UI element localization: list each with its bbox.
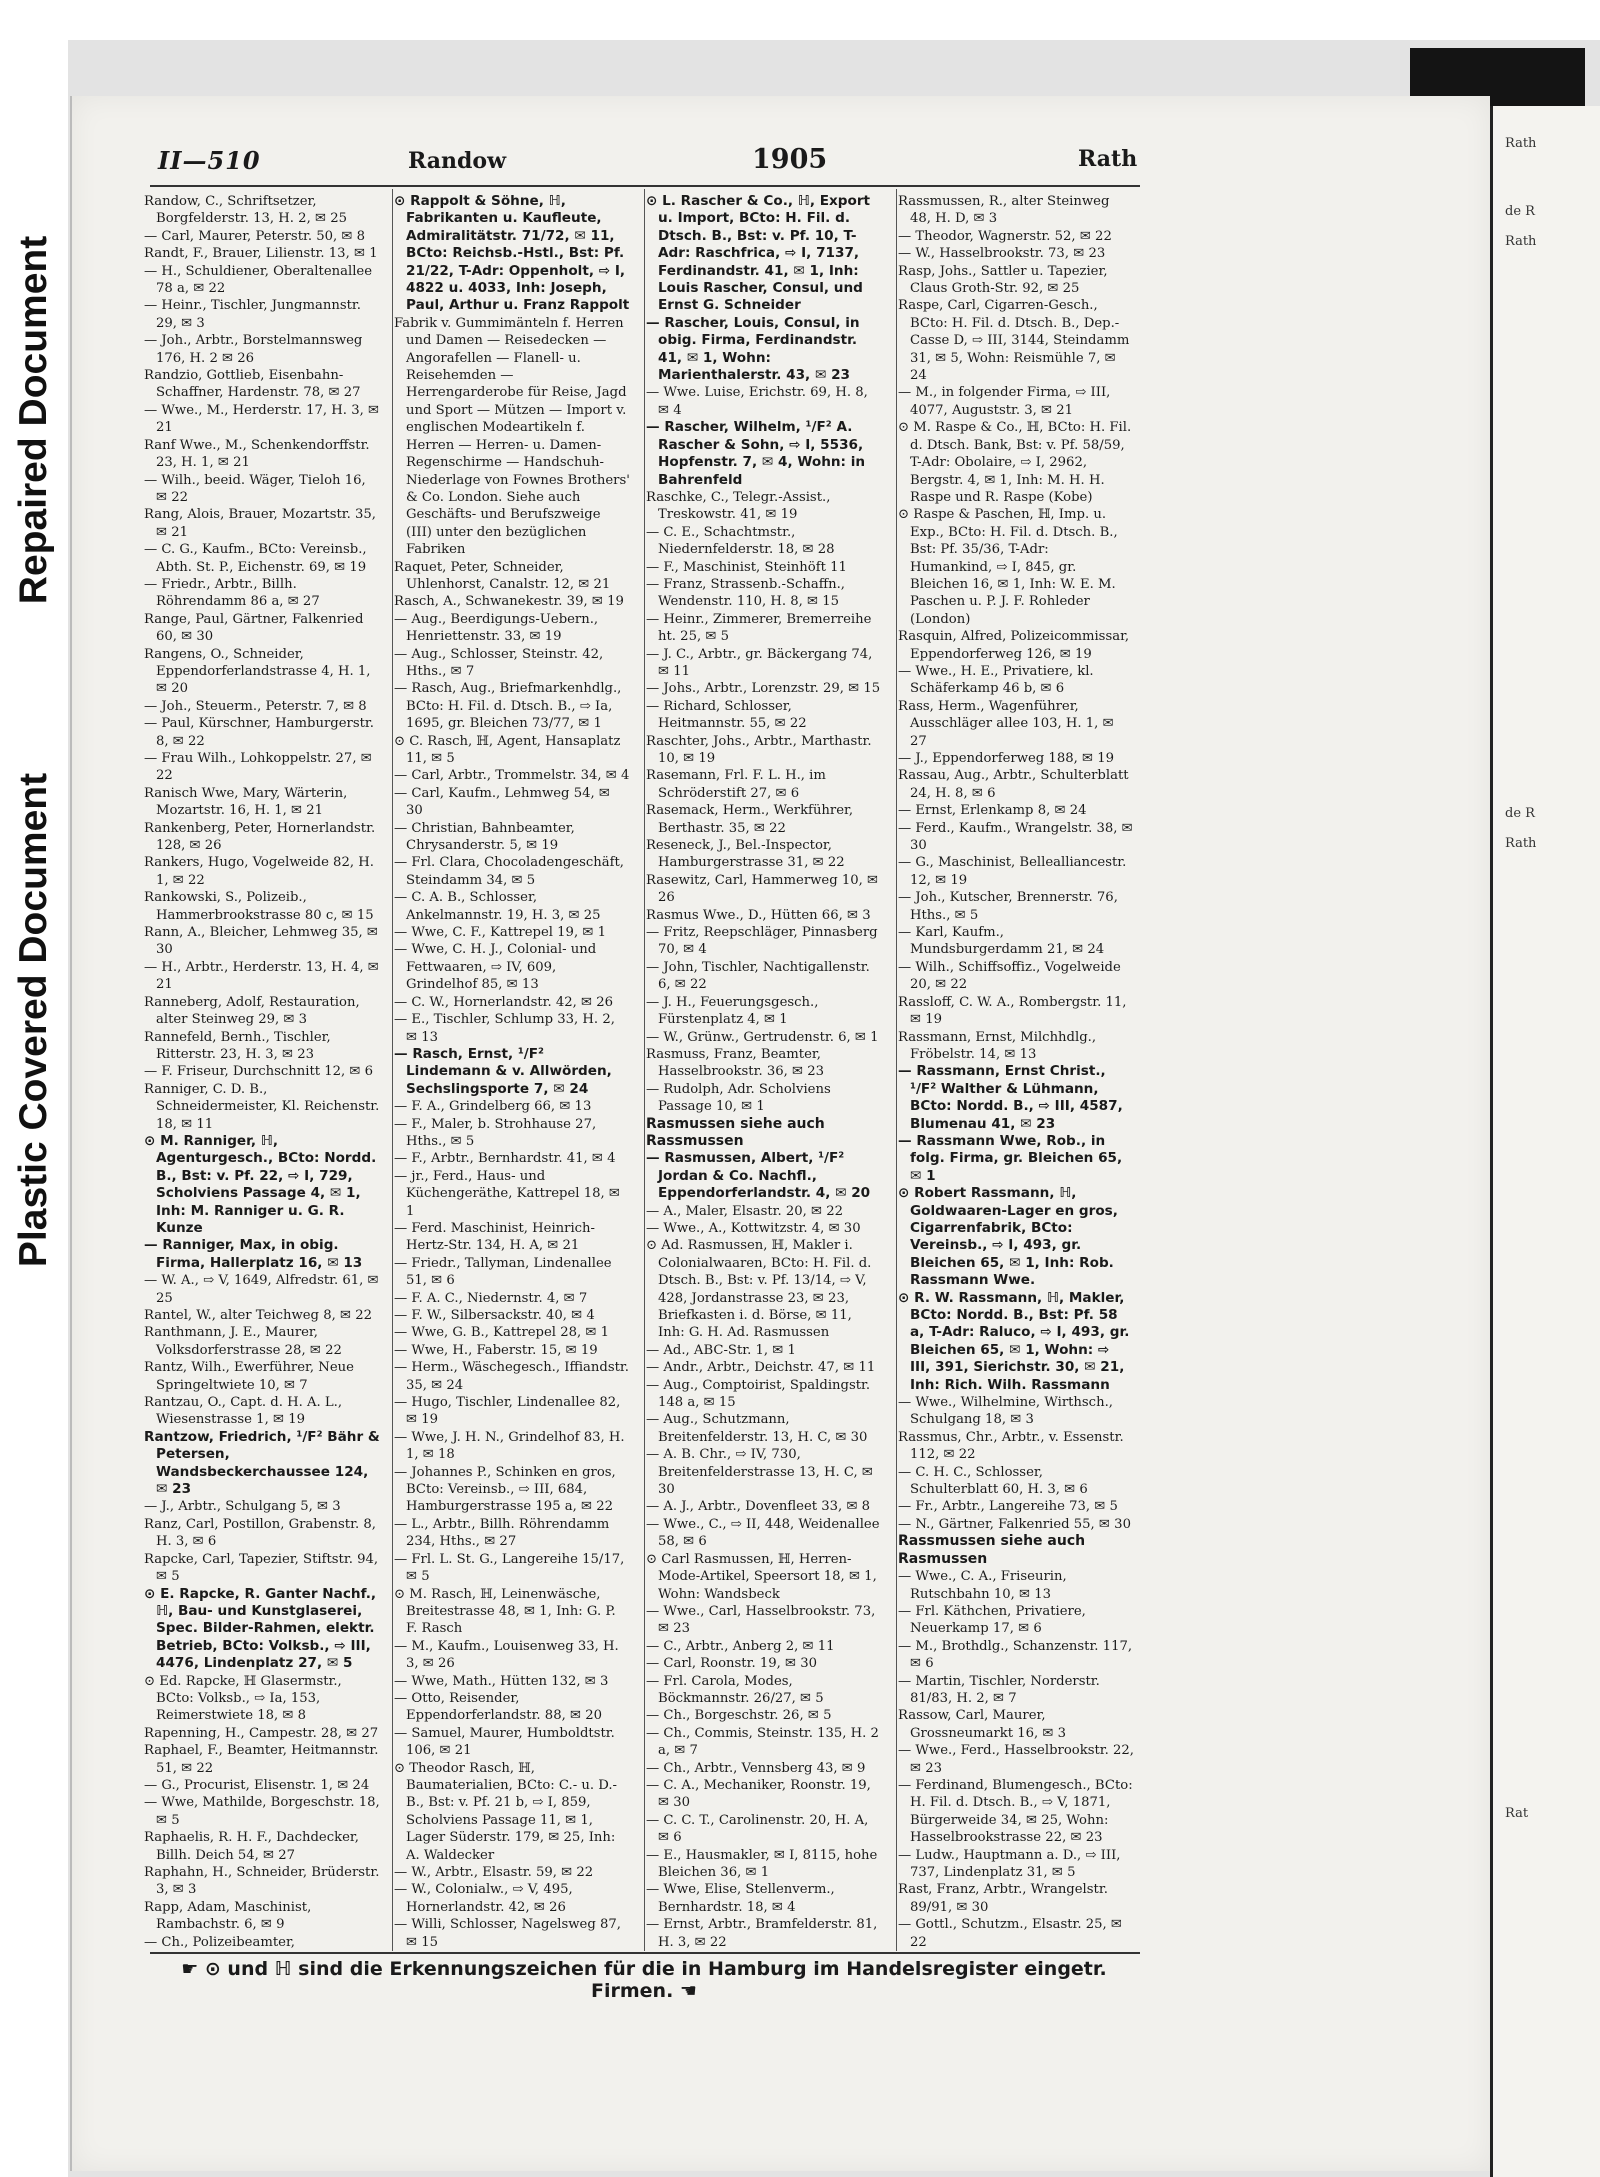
directory-entry: — Martin, Tischler, Norderstr. 81/83, H. 2, ✉ 7	[898, 1673, 1100, 1706]
directory-entry: — Wwe, C. F., Kattrepel 19, ✉ 1	[394, 925, 606, 941]
directory-entry: — Ernst, Erlenkamp 8, ✉ 24	[898, 803, 1087, 819]
directory-entry: — W., Arbtr., Elsastr. 59, ✉ 22	[394, 1865, 594, 1880]
directory-entry: — Ch., Arbtr., Vennsberg 43, ✉ 9	[646, 1760, 866, 1776]
directory-entry: — Paul, Kürschner, Hamburgerstr. 8, ✉ 22	[144, 716, 374, 749]
directory-entry: Rasemack, Herm., Werkführer, Berthastr. 35, ✉ 22	[646, 803, 854, 836]
directory-entry: — E., Tischler, Schlump 33, H. 2, ✉ 13	[394, 1012, 615, 1045]
directory-entry: — J. H., Feuerungsgesch., Fürstenplatz 4, ✉ 1	[646, 994, 819, 1028]
directory-entry: — E., Hausmakler, ✉ I, 8115, hohe Bleichen 36, ✉ 1	[646, 1847, 878, 1880]
directory-entry: ⊙ E. Rapcke, R. Ganter Nachf., ℍ, Bau- und Kunstglaserei, Spec. Bilder-Rahmen, elektr. Betrieb, BCto: Volksb., ⇨ III, 4476, Lindenplatz 27, ✉ 5	[144, 1585, 377, 1672]
directory-entry: — Aug., Comptoirist, Spaldingstr. 148 a, ✉ 15	[646, 1377, 871, 1411]
directory-entry: ⊙ C. Rasch, ℍ, Agent, Hansaplatz 11, ✉ 5	[394, 733, 621, 766]
directory-entry: — Frl. Käthchen, Privatiere, Neuerkamp 17, ✉ 6	[898, 1603, 1086, 1637]
directory-entry: Rannefeld, Bernh., Tischler, Ritterstr. 23, H. 3, ✉ 23	[144, 1029, 331, 1062]
edge-text: Rath	[1505, 136, 1537, 151]
directory-entry: — Rassmann, Ernst Christ., ¹/F² Walther & Lühmann, BCto: Nordd. B., ⇨ III, 4587, Blumenau 41, ✉ 23	[898, 1063, 1123, 1132]
directory-entry: — C. H. C., Schlosser, Schulterblatt 60, H. 3, ✉ 6	[898, 1464, 1088, 1498]
directory-entry: — Franz, Strassenb.-Schaffn., Wendenstr. 110, H. 8, ✉ 15	[646, 576, 845, 610]
directory-entry: — Wwe, Math., Hütten 132, ✉ 3	[394, 1673, 609, 1689]
directory-entry: — Ch., Borgeschstr. 26, ✉ 5	[646, 1708, 832, 1724]
directory-entry: — F. A. C., Niedernstr. 4, ✉ 7	[394, 1290, 588, 1306]
directory-entry: — John, Tischler, Nachtigallenstr. 6, ✉ 22	[646, 959, 870, 993]
directory-entry: — G., Procurist, Elisenstr. 1, ✉ 24	[144, 1777, 370, 1793]
side-label-panel	[0, 0, 68, 2177]
directory-entry: Ranf Wwe., M., Schenkendorffstr. 23, H. 1, ✉ 21	[144, 437, 370, 471]
directory-entry: Rapp, Adam, Maschinist, Rambachstr. 6, ✉ 9	[144, 1899, 312, 1933]
directory-entry: — Heinr., Zimmerer, Bremerreihe ht. 25, ✉ 5	[646, 611, 872, 645]
directory-entry: — Rasch, Aug., Briefmarkenhdlg., BCto: H. Fil. d. Dtsch. B., ⇨ Ia, 1695, gr. Bleichen 73/77, ✉ 1	[394, 681, 622, 732]
directory-entry: — M., Brothdlg., Schanzenstr. 117, ✉ 6	[898, 1638, 1133, 1672]
directory-entry: Rassau, Aug., Arbtr., Schulterblatt 24, H. 8, ✉ 6	[898, 768, 1129, 801]
directory-entry: Rassloff, C. W. A., Rombergstr. 11, ✉ 19	[898, 994, 1127, 1028]
directory-entry: — Frl. Carola, Modes, Böckmannstr. 26/27, ✉ 5	[646, 1673, 824, 1706]
directory-entry: — C. C. T., Carolinenstr. 20, H. A, ✉ 6	[646, 1812, 869, 1846]
directory-entry: Rassmussen, R., alter Steinweg 48, H. D, ✉ 3	[898, 194, 1110, 227]
directory-entry: ⊙ Robert Rassmann, ℍ, Goldwaaren-Lager en gros, Cigarrenfabrik, BCto: Vereinsb., ⇨ I, 493, gr. Bleichen 65, ✉ 1, Inh: Rob. Rassmann Wwe.	[898, 1185, 1118, 1289]
directory-entry: — Christian, Bahnbeamter, Chrysanderstr. 5, ✉ 19	[394, 820, 575, 854]
directory-entry: Reseneck, J., Bel.-Inspector, Hamburgerstrasse 31, ✉ 22	[646, 838, 845, 871]
directory-entry: — Ad., ABC-Str. 1, ✉ 1	[646, 1342, 796, 1358]
directory-entry: — F. A., Grindelberg 66, ✉ 13	[394, 1099, 592, 1115]
directory-entry: ⊙ Ad. Rasmussen, ℍ, Makler i. Colonialwaaren, BCto: H. Fil. d. Dtsch. B., Bst: v. Pf. 13/14, ⇨ V, 428, Jordanstrasse 23, ✉ 23, Briefkasten i. d. Börse, ✉ 11, Inh: G. H. Ad. Rasmussen	[646, 1238, 872, 1341]
header-right-name: Rath	[1078, 146, 1138, 172]
directory-entry: — Wilh., Schiffsoffiz., Vogelweide 20, ✉ 22	[898, 959, 1121, 993]
directory-entry: Rasquin, Alfred, Polizeicommissar, Eppendorferweg 126, ✉ 19	[898, 629, 1130, 662]
directory-entry: — A. J., Arbtr., Dovenfleet 33, ✉ 8	[646, 1499, 871, 1515]
directory-entry: Rasch, A., Schwanekestr. 39, ✉ 19	[394, 594, 624, 610]
directory-entry: Rassmann, Ernst, Milchhdlg., Fröbelstr. 14, ✉ 13	[898, 1029, 1097, 1062]
directory-entry: Raspe, Carl, Cigarren-Gesch., BCto: H. Fil. d. Dtsch. B., Dep.-Casse D, ⇨ III, 3144, Steindamm 31, ✉ 5, Wohn: Reismühle 7, ✉ 24	[898, 298, 1130, 384]
directory-entry: — Ferdinand, Blumengesch., BCto: H. Fil. d. Dtsch. B., ⇨ V, 1871, Bürgerweide 34, ✉ 25, Wohn: Hasselbrookstrasse 22, ✉ 23	[898, 1777, 1133, 1846]
side-label-plastic: Plastic Covered Document	[12, 772, 55, 1268]
footer-rule	[150, 1952, 1140, 1954]
directory-entry: — Ernst, Arbtr., Bramfelderstr. 81, H. 3, ✉ 22	[646, 1917, 878, 1948]
directory-entry: Rapenning, H., Campestr. 28, ✉ 27	[144, 1725, 379, 1741]
directory-entry: — N., Gärtner, Falkenried 55, ✉ 30	[898, 1516, 1131, 1532]
directory-entry: — Hugo, Tischler, Lindenallee 82, ✉ 19	[394, 1395, 621, 1428]
directory-entry: — W., Grünw., Gertrudenstr. 6, ✉ 1	[646, 1029, 879, 1045]
directory-entry: Raschke, C., Telegr.-Assist., Treskowstr. 41, ✉ 19	[646, 489, 831, 523]
directory-entry: — Wwe., Ferd., Hasselbrookstr. 22, ✉ 23	[898, 1743, 1134, 1776]
directory-entry: — Wwe., Wilhelmine, Wirthsch., Schulgang 18, ✉ 3	[898, 1395, 1113, 1428]
directory-entry: — Ranniger, Max, in obig. Firma, Hallerplatz 16, ✉ 13	[144, 1237, 363, 1271]
directory-entry: — Wwe., A., Kottwitzstr. 4, ✉ 30	[646, 1220, 861, 1236]
directory-entry: ⊙ Rappolt & Söhne, ℍ, Fabrikanten u. Kaufleute, Admiralitätstr. 71/72, ✉ 11, BCto: Reichsb.-Hstl., Bst: Pf. 21/22, T-Adr: Oppenholt, ⇨ I, 4822 u. 4033, Inh: Joseph, Paul, Arthur u. Franz Rappolt	[394, 193, 630, 314]
section-heading: Rassmussen siehe auch Rasmussen	[898, 1533, 1086, 1567]
directory-entry: — H., Arbtr., Herderstr. 13, H. 4, ✉ 21	[144, 959, 379, 993]
directory-column-4	[898, 193, 1134, 1948]
directory-entry: — F. W., Silbersackstr. 40, ✉ 4	[394, 1308, 595, 1323]
header-year: 1905	[752, 144, 828, 175]
header-left-name: Randow	[408, 148, 507, 174]
directory-entry: — Rassmann Wwe, Rob., in folg. Firma, gr. Bleichen 65, ✉ 1	[898, 1132, 1123, 1184]
directory-entry: — Wwe., H. E., Privatiere, kl. Schäferkamp 46 b, ✉ 6	[898, 663, 1094, 697]
directory-entry: — Wwe, Elise, Stellenverm., Bernhardstr. 18, ✉ 4	[646, 1882, 835, 1915]
directory-entry: Raphahn, H., Schneider, Brüderstr. 3, ✉ 3	[144, 1865, 380, 1898]
directory-entry: — Wwe., C. A., Friseurin, Rutschbahn 10, ✉ 13	[898, 1569, 1067, 1602]
directory-entry: Rankowski, S., Polizeib., Hammerbrookstrasse 80 c, ✉ 15	[144, 890, 374, 923]
directory-entry: — C. E., Schachtmstr., Niedernfelderstr. 18, ✉ 28	[646, 524, 835, 558]
directory-entry: Range, Paul, Gärtner, Falkenried 60, ✉ 30	[144, 611, 364, 645]
directory-entry: — W. A., ⇨ V, 1649, Alfredstr. 61, ✉ 25	[144, 1273, 379, 1306]
directory-entry: Rasp, Johs., Sattler u. Tapezier, Claus Groth-Str. 92, ✉ 25	[898, 263, 1108, 297]
directory-entry: Raquet, Peter, Schneider, Uhlenhorst, Canalstr. 12, ✉ 21	[394, 559, 611, 592]
directory-entry: — Wwe, Mathilde, Borgeschstr. 18, ✉ 5	[144, 1795, 380, 1828]
directory-column-3	[646, 193, 882, 1948]
directory-entry: — Wwe, C. H. J., Colonial- und Fettwaaren, ⇨ IV, 609, Grindelhof 85, ✉ 13	[394, 942, 597, 993]
directory-entry: — F., Arbtr., Bernhardstr. 41, ✉ 4	[394, 1151, 616, 1167]
directory-entry: Rankers, Hugo, Vogelweide 82, H. 1, ✉ 22	[144, 855, 374, 888]
directory-entry: — J. C., Arbtr., gr. Bäckergang 74, ✉ 11	[646, 646, 873, 679]
directory-entry: Rantzow, Friedrich, ¹/F² Bähr & Petersen, Wandsbeckerchaussee 124, ✉ 23	[144, 1428, 380, 1498]
directory-entry: Rann, A., Bleicher, Lehmweg 35, ✉ 30	[144, 925, 378, 958]
directory-entry: Rangens, O., Schneider, Eppendorferlandstrasse 4, H. 1, ✉ 20	[144, 646, 371, 697]
directory-entry: Rantzau, O., Capt. d. H. A. L., Wiesenstrasse 1, ✉ 19	[144, 1395, 343, 1428]
directory-entry: — C. A., Mechaniker, Roonstr. 19, ✉ 30	[646, 1777, 871, 1811]
directory-entry: Rassmus, Chr., Arbtr., v. Essenstr. 112, ✉ 22	[898, 1429, 1124, 1463]
directory-entry: — Friedr., Tallyman, Lindenallee 51, ✉ 6	[394, 1255, 612, 1289]
directory-entry: — Aug., Schlosser, Steinstr. 42, Hths., ✉ 7	[394, 646, 604, 679]
directory-entry: Randt, F., Brauer, Lilienstr. 13, ✉ 1	[144, 246, 378, 262]
edge-text: Rath	[1505, 234, 1537, 249]
directory-entry: — Heinr., Tischler, Jungmannstr. 29, ✉ 3	[144, 298, 361, 331]
directory-entry: ⊙ Raspe & Paschen, ℍ, Imp. u. Exp., BCto: H. Fil. d. Dtsch. B., Bst: Pf. 35/36, T-Adr: Humankind, ⇨ I, 845, gr. Bleichen 16, ✉ 1, Inh: W. E. M. Paschen u. P. J. F. Rohleder (London)	[898, 507, 1118, 627]
directory-entry: ⊙ R. W. Rassmann, ℍ, Makler, BCto: Nordd. B., Bst: Pf. 58 a, T-Adr: Raluco, ⇨ I, 493, gr. Bleichen 65, ✉ 1, Wohn: ⇨ III, 391, Sierichstr. 30, ✉ 21, Inh: Rich. Wilh. Rassmann	[898, 1289, 1130, 1393]
directory-entry: — Ch., Commis, Steinstr. 135, H. 2 a, ✉ 7	[646, 1725, 879, 1759]
directory-columns	[144, 193, 1144, 1948]
directory-entry: Rasmuss, Franz, Beamter, Hasselbrookstr. 36, ✉ 23	[646, 1046, 825, 1080]
directory-entry: Ranneberg, Adolf, Restauration, alter Steinweg 29, ✉ 3	[144, 994, 360, 1028]
directory-entry: Fabrik v. Gummimänteln f. Herren und Damen — Reisedecken — Angorafellen — Flanell- u. Reisehemden — Herrengarderobe für Reise, Jagd und Sport — Mützen — Import v. englischen Modeartikeln f. Herren — Herren- u. Damen-Regenschirme — Handschuh-Niederlage von Fownes Brothers' & Co. London. Siehe auch Geschäfts- und Berufszweige (III) unter den bezüglichen Fabriken	[394, 315, 630, 558]
directory-entry: Randzio, Gottlieb, Eisenbahn-Schaffner, Hardenstr. 78, ✉ 27	[144, 368, 361, 401]
directory-entry: Raschter, Johs., Arbtr., Marthastr. 10, ✉ 19	[646, 733, 872, 766]
directory-entry: — Joh., Steuerm., Peterstr. 7, ✉ 8	[144, 698, 367, 714]
directory-entry: ⊙ M. Rasch, ℍ, Leinenwäsche, Breitestrasse 48, ✉ 1, Inh: G. P. F. Rasch	[394, 1586, 616, 1637]
directory-entry: — Rudolph, Adr. Scholviens Passage 10, ✉ 1	[646, 1081, 831, 1115]
directory-entry: — W., Hasselbrookstr. 73, ✉ 23	[898, 246, 1106, 262]
section-heading: Rasmussen siehe auch Rassmussen	[646, 1115, 825, 1149]
directory-entry: — Carl, Roonstr. 19, ✉ 30	[646, 1656, 818, 1672]
adjacent-page-edge	[1490, 106, 1600, 2177]
directory-entry: — Carl, Maurer, Peterstr. 50, ✉ 8	[144, 228, 366, 244]
page-number: II—510	[158, 146, 261, 175]
directory-entry: — Frl. L. St. G., Langereihe 15/17, ✉ 5	[394, 1551, 625, 1585]
directory-entry: — Joh., Kutscher, Brennerstr. 76, Hths., ✉ 5	[898, 890, 1118, 923]
directory-entry: — W., Colonialw., ⇨ V, 495, Hornerlandstr. 42, ✉ 26	[394, 1882, 573, 1915]
edge-text: Rath	[1505, 836, 1537, 851]
edge-text: Rat	[1505, 1806, 1529, 1821]
directory-entry: — C. G., Kaufm., BCto: Vereinsb., Abth. St. P., Eichenstr. 69, ✉ 19	[144, 542, 367, 575]
directory-entry: — Aug., Beerdigungs-Uebern., Henriettenstr. 33, ✉ 19	[394, 611, 599, 645]
directory-entry: Ranisch Wwe, Mary, Wärterin, Mozartstr. 16, H. 1, ✉ 21	[144, 785, 348, 819]
directory-entry: ⊙ Theodor Rasch, ℍ, Baumaterialien, BCto: C.- u. D.-B., Bst: v. Pf. 21 b, ⇨ I, 859, Scholviens Passage 11, ✉ 1, Lager Süderstr. 179, ✉ 25, Inh: A. Waldecker	[394, 1760, 618, 1863]
directory-entry: — G., Maschinist, Bellealliancestr. 12, ✉ 19	[898, 855, 1127, 888]
directory-entry: Rapcke, Carl, Tapezier, Stiftstr. 94, ✉ 5	[144, 1551, 379, 1585]
directory-entry: — F., Maler, b. Strohhause 27, Hths., ✉ 5	[394, 1116, 597, 1149]
directory-entry: — Fr., Arbtr., Langereihe 73, ✉ 5	[898, 1499, 1118, 1515]
page-header	[158, 140, 1138, 180]
directory-entry: — Ludw., Hauptmann a. D., ⇨ III, 737, Lindenplatz 31, ✉ 5	[898, 1847, 1121, 1880]
directory-entry: — Karl, Kaufm., Mundsburgerdamm 21, ✉ 24	[898, 925, 1105, 958]
directory-entry: — Ferd. Maschinist, Heinrich-Hertz-Str. 134, H. A, ✉ 21	[394, 1220, 596, 1254]
directory-entry: — H., Schuldiener, Oberaltenallee 78 a, ✉ 22	[144, 263, 373, 297]
directory-entry: Ranz, Carl, Postillon, Grabenstr. 8, H. 3, ✉ 6	[144, 1516, 376, 1550]
directory-entry: — Carl, Kaufm., Lehmweg 54, ✉ 30	[394, 785, 610, 819]
directory-entry: Raphaelis, R. H. F., Dachdecker, Billh. Deich 54, ✉ 27	[144, 1830, 359, 1863]
directory-entry: Rassow, Carl, Maurer, Grossneumarkt 16, ✉ 3	[898, 1708, 1067, 1741]
directory-entry: — Ch., Polizeibeamter,	[144, 1934, 295, 1948]
directory-entry: — Joh., Arbtr., Borstelmannsweg 176, H. 2 ✉ 26	[144, 333, 363, 366]
directory-entry: — Wwe., Carl, Hasselbrookstr. 73, ✉ 23	[646, 1603, 876, 1637]
directory-entry: — Friedr., Arbtr., Billh. Röhrendamm 86 a, ✉ 27	[144, 576, 320, 610]
directory-entry: Rast, Franz, Arbtr., Wrangelstr. 89/91, ✉ 30	[898, 1882, 1108, 1915]
directory-entry: — Wwe. Luise, Erichstr. 69, H. 8, ✉ 4	[646, 385, 868, 418]
directory-entry: — Wwe, J. H. N., Grindelhof 83, H. 1, ✉ 18	[394, 1429, 625, 1463]
footer-note: ☛ ⊙ und ℍ sind die Erkennungszeichen für die in Hamburg im Handelsregister eingetr. Firmen. ☚	[181, 1958, 1107, 2002]
directory-entry: Rantel, W., alter Teichweg 8, ✉ 22	[144, 1308, 372, 1323]
directory-entry: ⊙ M. Ranniger, ℍ, Agenturgesch., BCto: Nordd. B., Bst: v. Pf. 22, ⇨ I, 729, Scholviens Passage 4, ✉ 1, Inh: M. Ranniger u. G. R. Kunze	[144, 1132, 377, 1236]
directory-entry: — Carl, Arbtr., Trommelstr. 34, ✉ 4	[394, 768, 630, 784]
edge-text: de R	[1505, 204, 1535, 219]
directory-entry: — M., Kaufm., Louisenweg 33, H. 3, ✉ 26	[394, 1638, 619, 1672]
directory-entry: — Wwe, H., Faberstr. 15, ✉ 19	[394, 1342, 598, 1358]
directory-entry: — Rasmussen, Albert, ¹/F² Jordan & Co. Nachfl., Eppendorferlandstr. 4, ✉ 20	[646, 1150, 871, 1202]
directory-entry: Raphael, F., Beamter, Heitmannstr. 51, ✉ 22	[144, 1743, 379, 1776]
directory-entry: — Frau Wilh., Lohkoppelstr. 27, ✉ 22	[144, 751, 372, 784]
directory-entry: — Rascher, Louis, Consul, in obig. Firma, Ferdinandstr. 41, ✉ 1, Wohn: Marienthalerstr. 43, ✉ 23	[646, 314, 860, 384]
directory-entry: — Rasch, Ernst, ¹/F² Lindemann & v. Allwörden, Sechslingsporte 7, ✉ 24	[394, 1045, 612, 1097]
directory-entry: Rasmus Wwe., D., Hütten 66, ✉ 3	[646, 907, 871, 923]
directory-entry: — Willi, Schlosser, Nagelsweg 87, ✉ 15	[394, 1917, 621, 1948]
directory-entry: — Herm., Wäschegesch., Iffiandstr. 35, ✉ 24	[394, 1360, 629, 1393]
directory-entry: — Ferd., Kaufm., Wrangelstr. 38, ✉ 30	[898, 820, 1133, 854]
directory-entry: — Richard, Schlosser, Heitmannstr. 55, ✉ 22	[646, 698, 807, 732]
directory-entry: — Theodor, Wagnerstr. 52, ✉ 22	[898, 228, 1112, 244]
directory-entry: — C. W., Hornerlandstr. 42, ✉ 26	[394, 994, 614, 1010]
directory-entry: — A., Maler, Elsastr. 20, ✉ 22	[646, 1203, 844, 1219]
directory-entry: — Aug., Schutzmann, Breitenfelderstr. 13, H. C, ✉ 30	[646, 1412, 868, 1445]
directory-entry: ⊙ L. Rascher & Co., ℍ, Export u. Import, BCto: H. Fil. d. Dtsch. B., Bst: v. Pf. 10, T-Adr: Raschfrica, ⇨ I, 7137, Ferdinandstr. 41, ✉ 1, Inh: Louis Rascher, Consul, und Ernst G. Schneider	[646, 193, 871, 314]
directory-entry: — Andr., Arbtr., Deichstr. 47, ✉ 11	[646, 1360, 876, 1376]
directory-entry: — Rascher, Wilhelm, ¹/F² A. Rascher & Sohn, ⇨ I, 5536, Hopfenstr. 7, ✉ 4, Wohn: in Bahrenfeld	[646, 419, 866, 488]
directory-entry: Rantz, Wilh., Ewerführer, Neue Springeltwiete 10, ✉ 7	[144, 1360, 354, 1393]
directory-entry: ⊙ M. Raspe & Co., ℍ, BCto: H. Fil. d. Dtsch. Bank, Bst: v. Pf. 58/59, T-Adr: Obolaire, ⇨ I, 2962, Bergstr. 4, ✉ 1, Inh: M. H. H. Raspe und R. Raspe (Kobe)	[898, 420, 1132, 505]
directory-entry: Rasewitz, Carl, Hammerweg 10, ✉ 26	[646, 872, 879, 906]
directory-entry: — Wwe., M., Herderstr. 17, H. 3, ✉ 21	[144, 402, 380, 436]
directory-entry: ⊙ Ed. Rapcke, ℍ Glasermstr., BCto: Volksb., ⇨ Ia, 153, Reimerstwiete 18, ✉ 8	[144, 1673, 342, 1724]
side-label-repaired: Repaired Document	[12, 235, 55, 605]
directory-entry: — L., Arbtr., Billh. Röhrendamm 234, Hths., ✉ 27	[394, 1516, 610, 1550]
directory-entry: ⊙ Carl Rasmussen, ℍ, Herren-Mode-Artikel, Speersort 18, ✉ 1, Wohn: Wandsbeck	[646, 1551, 877, 1602]
directory-entry: — F., Maschinist, Steinhöft 11	[646, 559, 847, 575]
directory-entry: — Johannes P., Schinken en gros, BCto: Vereinsb., ⇨ III, 684, Hamburgerstrasse 195 a, ✉ 22	[394, 1464, 616, 1515]
directory-entry: Ranthmann, J. E., Maurer, Volksdorferstrasse 28, ✉ 22	[144, 1325, 342, 1358]
directory-entry: — Fritz, Reepschläger, Pinnasberg 70, ✉ 4	[646, 925, 878, 958]
directory-entry: — Frl. Clara, Chocoladengeschäft, Steindamm 34, ✉ 5	[394, 855, 624, 888]
directory-entry: Rass, Herm., Wagenführer, Ausschläger allee 103, H. 1, ✉ 27	[898, 698, 1114, 749]
directory-entry: — C., Arbtr., Anberg 2, ✉ 11	[646, 1638, 835, 1654]
directory-entry: Rasemann, Frl. F. L. H., im Schröderstift 27, ✉ 6	[646, 768, 826, 801]
directory-entry: — jr., Ferd., Haus- und Küchengeräthe, Kattrepel 18, ✉ 1	[394, 1168, 620, 1219]
directory-column-2	[394, 193, 630, 1948]
directory-entry: — C. A. B., Schlosser, Ankelmannstr. 19, H. 3, ✉ 25	[394, 890, 601, 923]
directory-entry: Randow, C., Schriftsetzer, Borgfelderstr. 13, H. 2, ✉ 25	[144, 194, 347, 227]
directory-entry: — Johs., Arbtr., Lorenzstr. 29, ✉ 15	[646, 681, 881, 697]
directory-entry: — J., Arbtr., Schulgang 5, ✉ 3	[144, 1499, 341, 1515]
directory-entry: — Wilh., beeid. Wäger, Tieloh 16, ✉ 22	[144, 472, 366, 505]
directory-entry: — F. Friseur, Durchschnitt 12, ✉ 6	[144, 1064, 374, 1080]
edge-text: de R	[1505, 806, 1535, 821]
directory-entry: Rankenberg, Peter, Hornerlandstr. 128, ✉ 26	[144, 820, 376, 854]
directory-entry: — Wwe., C., ⇨ II, 448, Weidenallee 58, ✉ 6	[646, 1516, 880, 1550]
header-rule	[150, 185, 1140, 187]
directory-column-1	[144, 193, 380, 1948]
directory-entry: Rang, Alois, Brauer, Mozartstr. 35, ✉ 21	[144, 507, 376, 540]
directory-entry: — J., Eppendorferweg 188, ✉ 19	[898, 751, 1115, 766]
directory-entry: — A. B. Chr., ⇨ IV, 730, Breitenfelderstrasse 13, H. C, ✉ 30	[646, 1447, 873, 1498]
directory-entry: — Wwe, G. B., Kattrepel 28, ✉ 1	[394, 1325, 609, 1341]
directory-entry: Ranniger, C. D. B., Schneidermeister, Kl. Reichenstr. 18, ✉ 11	[144, 1081, 380, 1132]
directory-entry: — Otto, Reisender, Eppendorferlandstr. 88, ✉ 20	[394, 1690, 602, 1724]
directory-entry: — M., in folgender Firma, ⇨ III, 4077, Auguststr. 3, ✉ 21	[898, 385, 1111, 418]
directory-entry: — Samuel, Maurer, Humboldtstr. 106, ✉ 21	[394, 1725, 615, 1759]
directory-entry: — Gottl., Schutzm., Elsastr. 25, ✉ 22	[898, 1917, 1122, 1948]
